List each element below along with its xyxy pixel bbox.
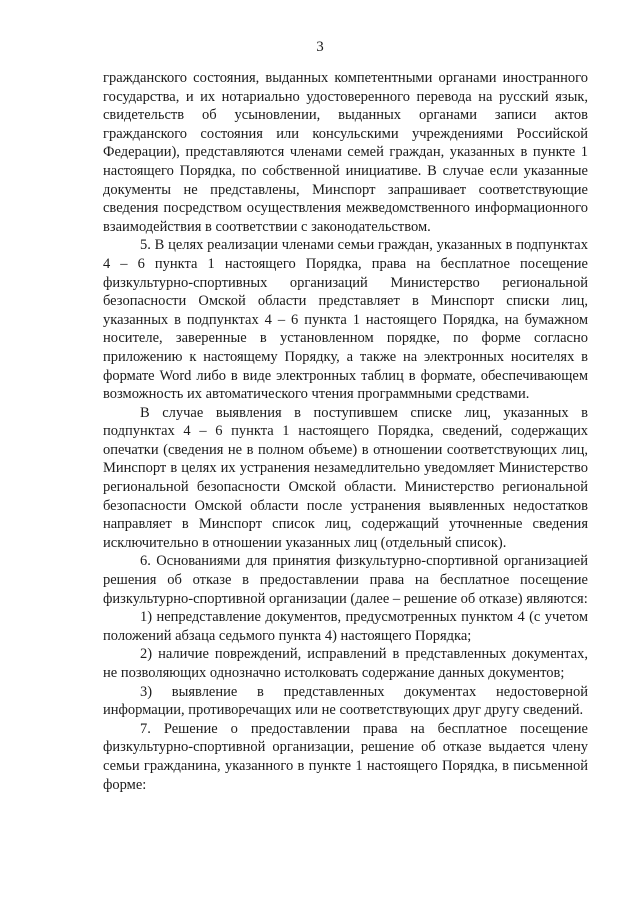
subparagraph-3: 3) выявление в представленных документах недостоверной информации, противоречащих или не соответствующих друг другу сведений.: [103, 683, 588, 719]
page-number: 3: [316, 39, 324, 55]
paragraph-continuation: гражданского состояния, выданных компетентными органами иностранного государства, и их нотариально удостоверенного перевода на русский язык, свидетельств об усыновлении, выданных органами записи актов гражданского состояния или консульскими учреждениями Российской Федерации), представляются членами семей граждан, указанных в пункте 1 настоящего Порядка, по собственной инициативе. В случае если указанные документы не представлены, Минспорт запрашивает соответствующие сведения посредством осуществления межведомственного информационного взаимодействия в соответствии с законодательством.: [103, 70, 588, 235]
document-body: [103, 69, 588, 794]
paragraph-errors-notice: В случае выявления в поступившем списке лиц, указанных в подпунктах 4 – 6 пункта 1 настоящего Порядка, сведений, содержащих опечатки (сведения не в полном объеме) в отношении соответствующих лиц, Минспорт в целях их устранения незамедлительно уведомляет Министерство региональной безопасности Омской области. Министерство региональной безопасности Омской области после устранения выявленных недостатков направляет в Минспорт список лиц, содержащий уточненные сведения исключительно в отношении указанных лиц (отдельный список).: [103, 404, 588, 551]
paragraph-item-5: 5. В целях реализации членами семьи граждан, указанных в подпунктах 4 – 6 пункта 1 настоящего Порядка, права на бесплатное посещение физкультурно-спортивных организаций Министерство региональной безопасности Омской области представляет в Минспорт списки лиц, указанных в подпунктах 4 – 6 пункта 1 настоящего Порядка, на бумажном носителе, заверенные в установленном порядке, по форме согласно приложению к настоящему Порядку, а также на электронных носителях в формате Word либо в виде электронных таблиц в формате, обеспечивающем возможность их автоматического чтения программными средствами.: [103, 237, 588, 403]
subparagraph-2: 2) наличие повреждений, исправлений в представленных документах, не позволяющих однозначно истолковать содержание данных документов;: [103, 646, 588, 681]
paragraph-item-6: 6. Основаниями для принятия физкультурно-спортивной организацией решения об отказе в предоставлении права на бесплатное посещение физкультурно-спортивной организации (далее – решение об отказе) являются:: [103, 553, 588, 607]
paragraph-item-7: 7. Решение о предоставлении права на бесплатное посещение физкультурно-спортивной организации, решение об отказе выдается члену семьи гражданина, указанного в пункте 1 настоящего Порядка, в письменной форме:: [103, 720, 588, 793]
subparagraph-1: 1) непредставление документов, предусмотренных пунктом 4 (с учетом положений абзаца седьмого пункта 4) настоящего Порядка;: [103, 609, 588, 644]
